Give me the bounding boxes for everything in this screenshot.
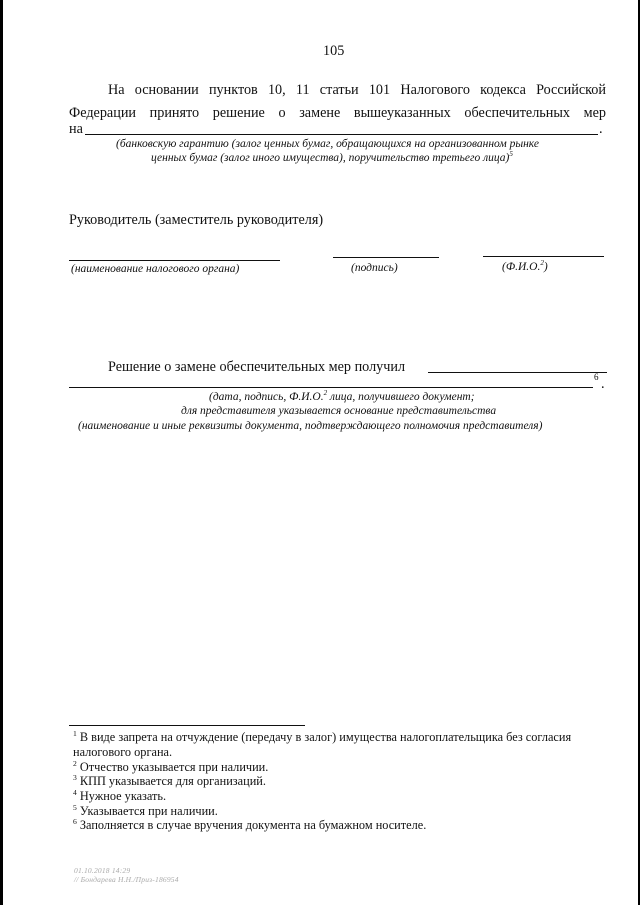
receipt-hint-line-3: (наименование и иные реквизиты документа, подтверждающего полномочия представителя) [78, 420, 543, 432]
measures-hint-line-2: ценных бумаг (залог иного имущества), поручительство третьего лица)$^5$ [151, 150, 513, 164]
signature-line [333, 257, 439, 258]
footnote-ref-6: 6 [594, 372, 599, 382]
footnote-1: $^1$ В виде запрета на отчуждение (передачу в залог) имущества налогоплательщика без согласия [73, 728, 572, 744]
receipt-end: . [601, 376, 605, 392]
footnote-separator [69, 725, 305, 726]
footnote-4: $^4$ Нужное указать. [73, 787, 167, 803]
footnote-ref-5: 5 [509, 150, 513, 159]
measures-hint-line-1: (банковскую гарантию (залог ценных бумаг, обращающихся на организованном рынке [116, 138, 540, 150]
decision-line-3-prefix: на [69, 121, 83, 137]
org-name-caption: (наименование налогового органа) [71, 263, 240, 275]
fio-caption: (Ф.И.О.$^2$) [502, 259, 548, 273]
decision-line-3-end: . [599, 121, 603, 137]
scan-edge-left [0, 0, 3, 905]
receipt-label: Решение о замене обеспечительных мер получил [108, 359, 406, 375]
head-label: Руководитель (заместитель руководителя) [69, 212, 324, 228]
signature-caption: (подпись) [351, 262, 398, 274]
fio-line [483, 256, 604, 257]
receipt-hint-line-1: (дата, подпись, Ф.И.О.$^2$ лица, получившего документ; [209, 389, 475, 403]
receipt-fill-line-2 [69, 387, 593, 388]
page-number: 105 [323, 43, 345, 59]
decision-line-1: На основании пунктов 10, 11 статьи 101 Налогового кодекса Российской [108, 82, 606, 98]
footnote-6: $^6$ Заполняется в случае вручения документа на бумажном носителе. [73, 816, 427, 832]
registration-stamp-line-1: 01.10.2018 14:29 [74, 866, 131, 875]
footnote-2: $^2$ Отчество указывается при наличии. [73, 758, 269, 774]
registration-stamp-line-2: // Бондарева Н.Н./Приз-186954 [74, 875, 179, 884]
receipt-hint-line-2: для представителя указывается основание представительства [181, 405, 497, 417]
decision-line-2: Федерации принято решение о замене вышеуказанных обеспечительных мер [69, 105, 606, 121]
footnote-1-cont: налогового органа. [73, 745, 173, 759]
org-name-line [69, 260, 280, 261]
measures-fill-line [85, 134, 598, 135]
footnote-3: $^3$ КПП указывается для организаций. [73, 772, 266, 788]
footnote-5: $^5$ Указывается при наличии. [73, 802, 218, 818]
receipt-fill-line-1 [428, 372, 607, 373]
